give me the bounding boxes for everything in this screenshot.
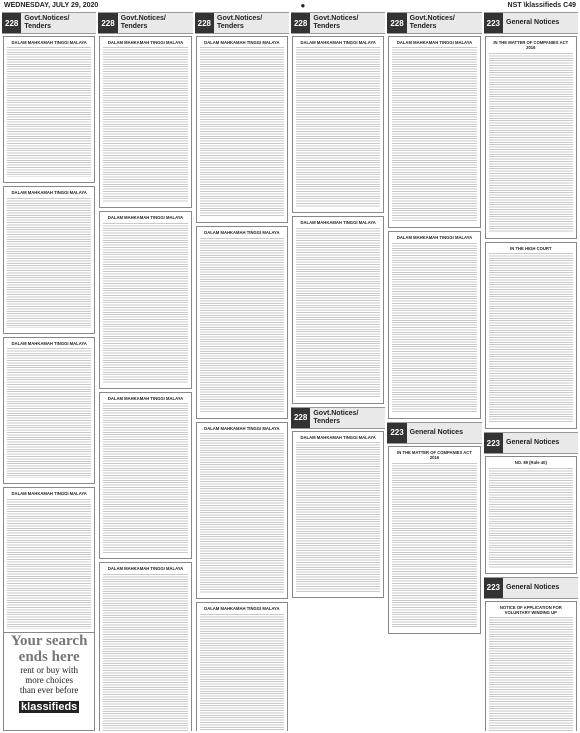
section-header-govt	[291, 12, 385, 34]
section-title: Govt.Notices/ Tenders	[313, 15, 359, 30]
notice-heading: DALAM MAHKAMAH TINGGI MALAYA	[11, 491, 87, 497]
columns	[2, 12, 578, 731]
ad-brand: klassifieds	[21, 701, 78, 713]
section-title: General Notices	[409, 428, 463, 436]
notice-heading: DALAM MAHKAMAH TINGGI MALAYA	[107, 40, 184, 45]
klassifieds-logo	[4, 701, 94, 713]
section-number: 228	[98, 13, 117, 33]
legal-notice	[485, 242, 577, 429]
section-title: Govt.Notices/ Tenders	[409, 15, 455, 30]
legal-notice	[3, 186, 95, 333]
section-header-govt	[98, 12, 192, 34]
section-number: 228	[387, 13, 406, 33]
column-2	[98, 12, 192, 731]
legal-notice	[292, 36, 384, 213]
column-6	[484, 12, 578, 731]
legal-notice	[196, 226, 288, 418]
section-title: General Notices	[506, 439, 560, 447]
legal-notice	[485, 456, 577, 573]
legal-notice	[3, 337, 95, 484]
notice-heading: DALAM MAHKAMAH TINGGI MALAYA	[11, 190, 87, 196]
legal-notice	[196, 36, 288, 223]
legal-notice	[3, 36, 95, 183]
ad-line-3: than ever before	[19, 685, 79, 695]
ad-headline-2: ends here	[18, 649, 80, 665]
publication-label: NST \klassifieds C49	[507, 1, 576, 9]
notice-heading: DALAM MAHKAMAH TINGGI MALAYA	[204, 425, 280, 431]
section-header-general	[387, 422, 481, 444]
section-title: General Notices	[506, 583, 560, 591]
notice-heading: DALAM MAHKAMAH TINGGI MALAYA	[204, 230, 280, 236]
section-number: 223	[484, 433, 503, 453]
section-header-govt	[195, 12, 289, 34]
notice-heading: DALAM MAHKAMAH TINGGI MALAYA	[107, 566, 184, 572]
section-number: 228	[195, 13, 214, 33]
ad-line-1: rent or buy with	[20, 665, 79, 675]
notice-heading: DALAM MAHKAMAH TINGGI MALAYA	[11, 40, 87, 45]
section-title: General Notices	[506, 19, 560, 26]
legal-notice	[99, 36, 191, 208]
notice-heading: DALAM MAHKAMAH TINGGI MALAYA	[396, 235, 473, 241]
page-header	[0, 0, 580, 10]
section-number: 223	[484, 13, 503, 33]
notice-heading: DALAM MAHKAMAH TINGGI MALAYA	[11, 340, 87, 346]
notice-heading: DALAM MAHKAMAH TINGGI MALAYA	[107, 395, 184, 401]
page-date: WEDNESDAY, JULY 29, 2020	[4, 1, 99, 9]
legal-notice	[99, 392, 191, 559]
section-number: 223	[484, 578, 503, 598]
klassifieds-ad	[3, 632, 95, 731]
legal-notice	[388, 36, 480, 228]
legal-notice	[388, 446, 480, 634]
legal-notice	[196, 422, 288, 599]
legal-notice	[3, 487, 95, 634]
section-number: 228	[291, 408, 310, 428]
section-header-general	[484, 12, 578, 34]
legal-notice	[292, 431, 384, 598]
section-title: Govt.Notices/ Tenders	[313, 409, 359, 425]
legal-notice	[99, 211, 191, 388]
section-header-govt	[291, 407, 385, 429]
notice-heading: DALAM MAHKAMAH TINGGI MALAYA	[396, 40, 473, 45]
ad-line-2: more choices	[25, 675, 74, 685]
legal-notice	[196, 602, 288, 731]
column-5	[387, 12, 481, 731]
notice-heading: NOTICE OF APPLICATION FOR VOLUNTARY WINDING UP	[499, 604, 562, 616]
legal-notice	[99, 562, 191, 731]
notice-heading: DALAM MAHKAMAH TINGGI MALAYA	[300, 40, 376, 45]
notice-heading: DALAM MAHKAMAH TINGGI MALAYA	[204, 606, 280, 612]
legal-notice	[292, 216, 384, 403]
bullet-icon: ●	[300, 0, 306, 10]
notice-heading: IN THE HIGH COURT	[510, 245, 552, 251]
legal-notice	[485, 601, 577, 731]
section-header-general	[484, 577, 578, 599]
column-4	[291, 12, 385, 731]
section-header-general	[484, 432, 578, 454]
notice-heading: DALAM MAHKAMAH TINGGI MALAYA	[204, 40, 280, 45]
section-number: 228	[2, 13, 21, 33]
section-header-govt	[387, 12, 481, 34]
notice-heading: NO. 89 (Rule 40)	[514, 460, 547, 466]
column-1	[2, 12, 96, 731]
section-header-govt	[2, 12, 96, 34]
notice-heading: DALAM MAHKAMAH TINGGI MALAYA	[300, 220, 376, 226]
section-number: 223	[387, 423, 406, 443]
notice-heading: IN THE MATTER OF COMPANIES ACT 2016	[397, 449, 472, 461]
ad-headline-1: Your search	[10, 633, 88, 649]
notice-heading: DALAM MAHKAMAH TINGGI MALAYA	[107, 215, 184, 221]
legal-notice	[485, 36, 577, 239]
section-title: Govt.Notices/ Tenders	[217, 15, 263, 30]
notice-heading: IN THE MATTER OF COMPANIES ACT 2016	[493, 40, 569, 51]
section-number: 228	[291, 13, 310, 33]
column-3	[195, 12, 289, 731]
section-title: Govt.Notices/ Tenders	[120, 15, 166, 30]
legal-notice	[388, 231, 480, 418]
notice-heading: DALAM MAHKAMAH TINGGI MALAYA	[300, 434, 376, 440]
section-title: Govt.Notices/ Tenders	[24, 15, 70, 30]
